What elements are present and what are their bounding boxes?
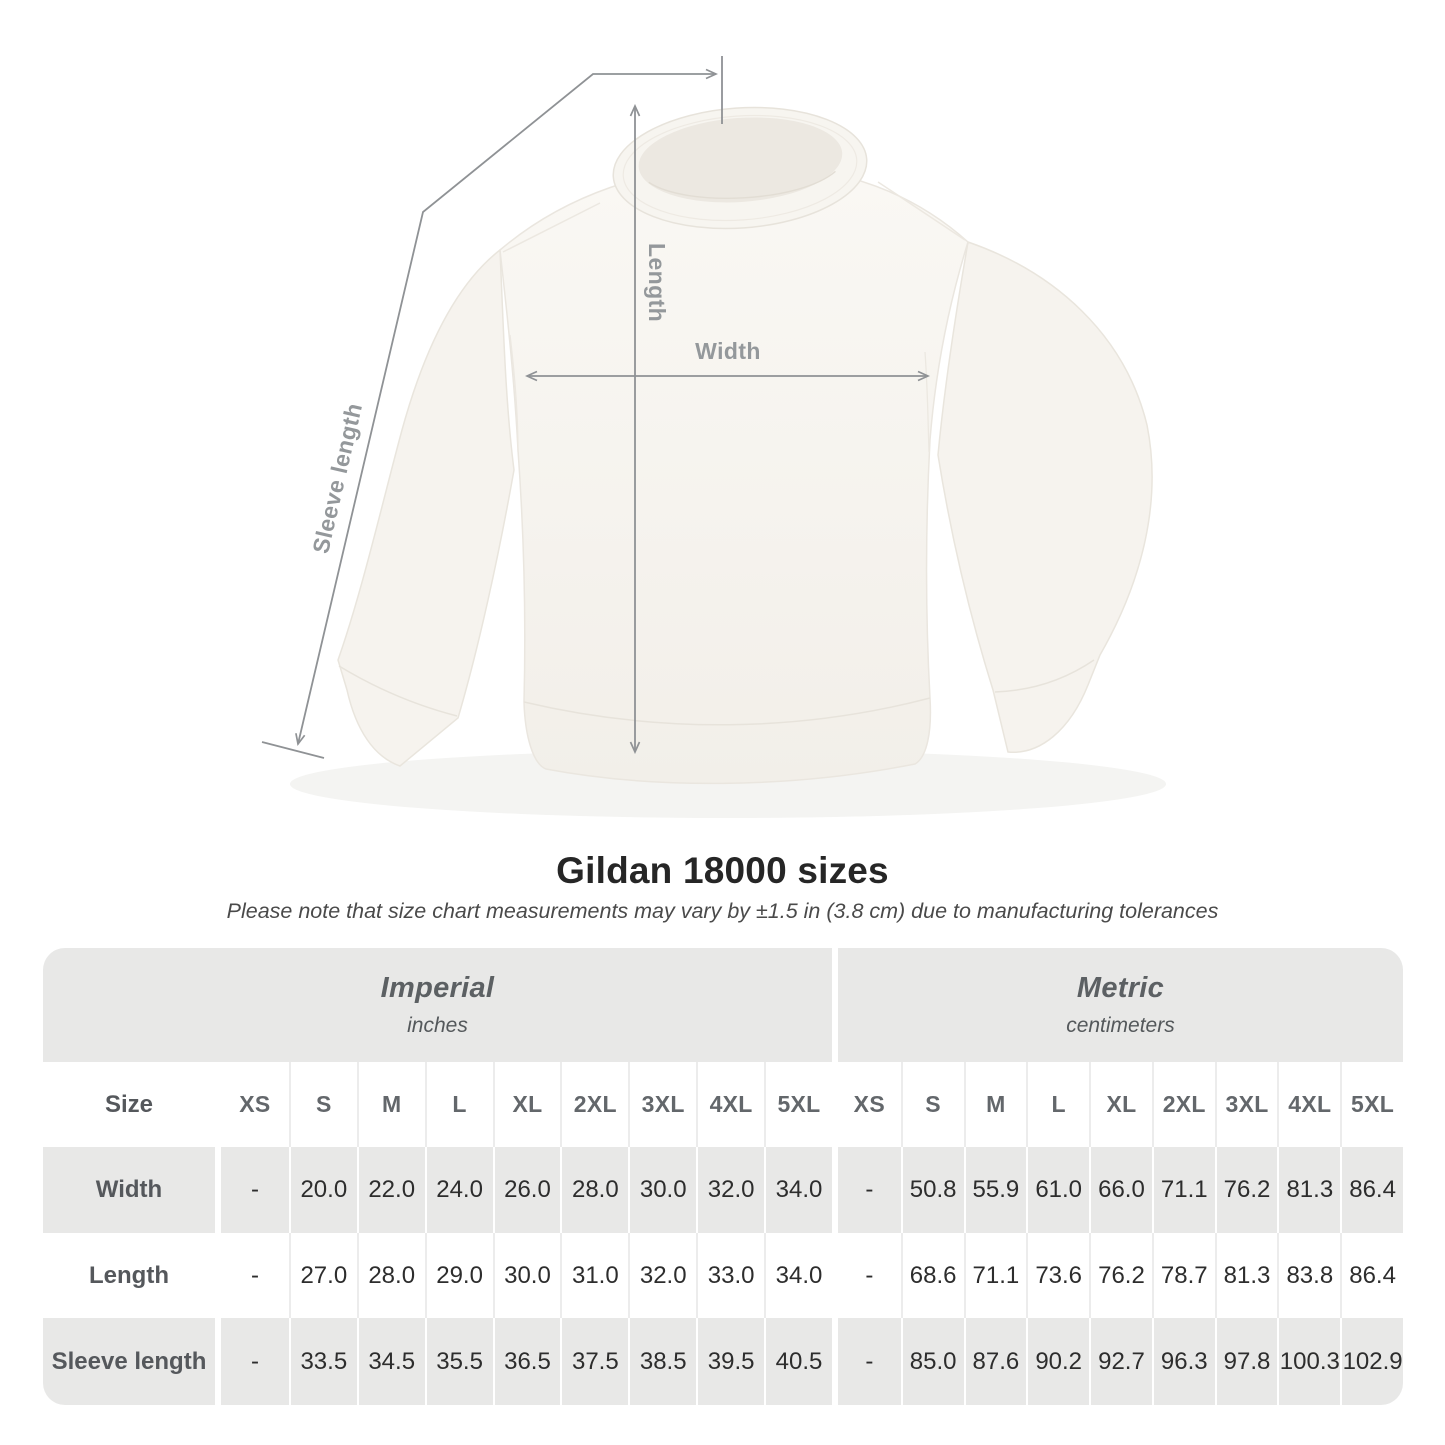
imperial-band	[43, 948, 832, 1062]
measurement-cell: 34.0	[764, 1233, 832, 1318]
size-col-header: 3XL	[628, 1062, 696, 1147]
measurement-cell: 90.2	[1026, 1318, 1089, 1405]
measurement-cell: 37.5	[560, 1318, 628, 1405]
measurement-cell: 26.0	[493, 1147, 561, 1233]
metric-band	[838, 948, 1403, 1062]
left-sleeve	[338, 250, 514, 766]
measurement-cell: 30.0	[493, 1233, 561, 1318]
size-col-header: M	[357, 1062, 425, 1147]
measurement-cell: 68.6	[901, 1233, 964, 1318]
size-col-header: S	[289, 1062, 357, 1147]
size-table	[43, 948, 1403, 1405]
size-col-header: 3XL	[1215, 1062, 1278, 1147]
measurement-cell: 55.9	[964, 1147, 1027, 1233]
measurement-cell: 39.5	[696, 1318, 764, 1405]
measurement-cell: 33.5	[289, 1318, 357, 1405]
size-col-header: XS	[838, 1062, 901, 1147]
size-col-header: 4XL	[1277, 1062, 1340, 1147]
measurement-cell: 20.0	[289, 1147, 357, 1233]
measurement-cell: 81.3	[1277, 1147, 1340, 1233]
size-col-header: 5XL	[1340, 1062, 1403, 1147]
measurement-cell: 28.0	[357, 1233, 425, 1318]
measurement-cell: -	[838, 1318, 901, 1405]
measurement-cell: 83.8	[1277, 1233, 1340, 1318]
measurement-cell: 71.1	[964, 1233, 1027, 1318]
size-col-header: 2XL	[1152, 1062, 1215, 1147]
row-label: Length	[43, 1233, 215, 1318]
measurement-cell: 40.5	[764, 1318, 832, 1405]
measurement-cell: 92.7	[1089, 1318, 1152, 1405]
size-col-header: 5XL	[764, 1062, 832, 1147]
measurement-cell: 86.4	[1340, 1233, 1403, 1318]
measurement-cell: 61.0	[1026, 1147, 1089, 1233]
size-col-header: XL	[493, 1062, 561, 1147]
measurement-cell: 102.9	[1340, 1318, 1403, 1405]
measurement-cell: -	[838, 1147, 901, 1233]
measurement-cell: 97.8	[1215, 1318, 1278, 1405]
size-col-header: L	[425, 1062, 493, 1147]
row-label: Sleeve length	[43, 1318, 215, 1405]
measurement-cell: 71.1	[1152, 1147, 1215, 1233]
measurement-cell: 32.0	[696, 1147, 764, 1233]
unit-band-row	[43, 948, 1403, 1062]
measurement-cell: 36.5	[493, 1318, 561, 1405]
size-col-header: L	[1026, 1062, 1089, 1147]
measurement-cell: -	[221, 1233, 289, 1318]
measurement-cell: -	[838, 1233, 901, 1318]
body-panel	[500, 165, 968, 784]
length-label: Length	[644, 243, 670, 323]
measurement-cell: 27.0	[289, 1233, 357, 1318]
row-label: Width	[43, 1147, 215, 1233]
measurement-cell: 35.5	[425, 1318, 493, 1405]
measurement-cell: 81.3	[1215, 1233, 1278, 1318]
size-col-header: S	[901, 1062, 964, 1147]
cuff-tick-line	[262, 742, 324, 758]
measurement-cell: 76.2	[1089, 1233, 1152, 1318]
size-col-header: 2XL	[560, 1062, 628, 1147]
size-col-header: XS	[221, 1062, 289, 1147]
measurement-cell: 96.3	[1152, 1318, 1215, 1405]
size-col-header: 4XL	[696, 1062, 764, 1147]
size-col-header: XL	[1089, 1062, 1152, 1147]
measurement-cell: 28.0	[560, 1147, 628, 1233]
width-label: Width	[695, 338, 761, 364]
metric-unit: centimeters	[1066, 1014, 1175, 1037]
measurement-cell: 78.7	[1152, 1233, 1215, 1318]
measurement-cell: 66.0	[1089, 1147, 1152, 1233]
size-header-row	[43, 1062, 1403, 1147]
page-title: Gildan 18000 sizes	[556, 850, 889, 891]
measurement-cell: 30.0	[628, 1147, 696, 1233]
sleeve-length-label: Sleeve length	[307, 400, 368, 556]
measurement-cell: 31.0	[560, 1233, 628, 1318]
measurement-cell: 34.5	[357, 1318, 425, 1405]
measurement-cell: -	[221, 1318, 289, 1405]
measurement-cell: 73.6	[1026, 1233, 1089, 1318]
size-column-header: Size	[43, 1062, 215, 1147]
measurement-cell: 29.0	[425, 1233, 493, 1318]
size-col-header: M	[964, 1062, 1027, 1147]
imperial-title: Imperial	[380, 972, 495, 1004]
measurement-cell: 22.0	[357, 1147, 425, 1233]
measurement-cell: 34.0	[764, 1147, 832, 1233]
measurement-cell: 38.5	[628, 1318, 696, 1405]
tolerance-note: Please note that size chart measurements may vary by ±1.5 in (3.8 cm) due to manufacturing tolerances	[226, 899, 1219, 923]
sleeve-length-row	[43, 1318, 1403, 1405]
measurement-cell: -	[221, 1147, 289, 1233]
imperial-unit: inches	[407, 1014, 468, 1037]
measurement-cell: 85.0	[901, 1318, 964, 1405]
length-row	[43, 1233, 1403, 1318]
measurement-cell: 100.3	[1277, 1318, 1340, 1405]
measurement-cell: 86.4	[1340, 1147, 1403, 1233]
width-row	[43, 1147, 1403, 1233]
measurement-cell: 76.2	[1215, 1147, 1278, 1233]
measurement-cell: 33.0	[696, 1233, 764, 1318]
measurement-cell: 32.0	[628, 1233, 696, 1318]
measurement-cell: 24.0	[425, 1147, 493, 1233]
metric-title: Metric	[1076, 972, 1165, 1004]
measurement-cell: 87.6	[964, 1318, 1027, 1405]
measurement-cell: 50.8	[901, 1147, 964, 1233]
right-sleeve	[938, 242, 1152, 752]
